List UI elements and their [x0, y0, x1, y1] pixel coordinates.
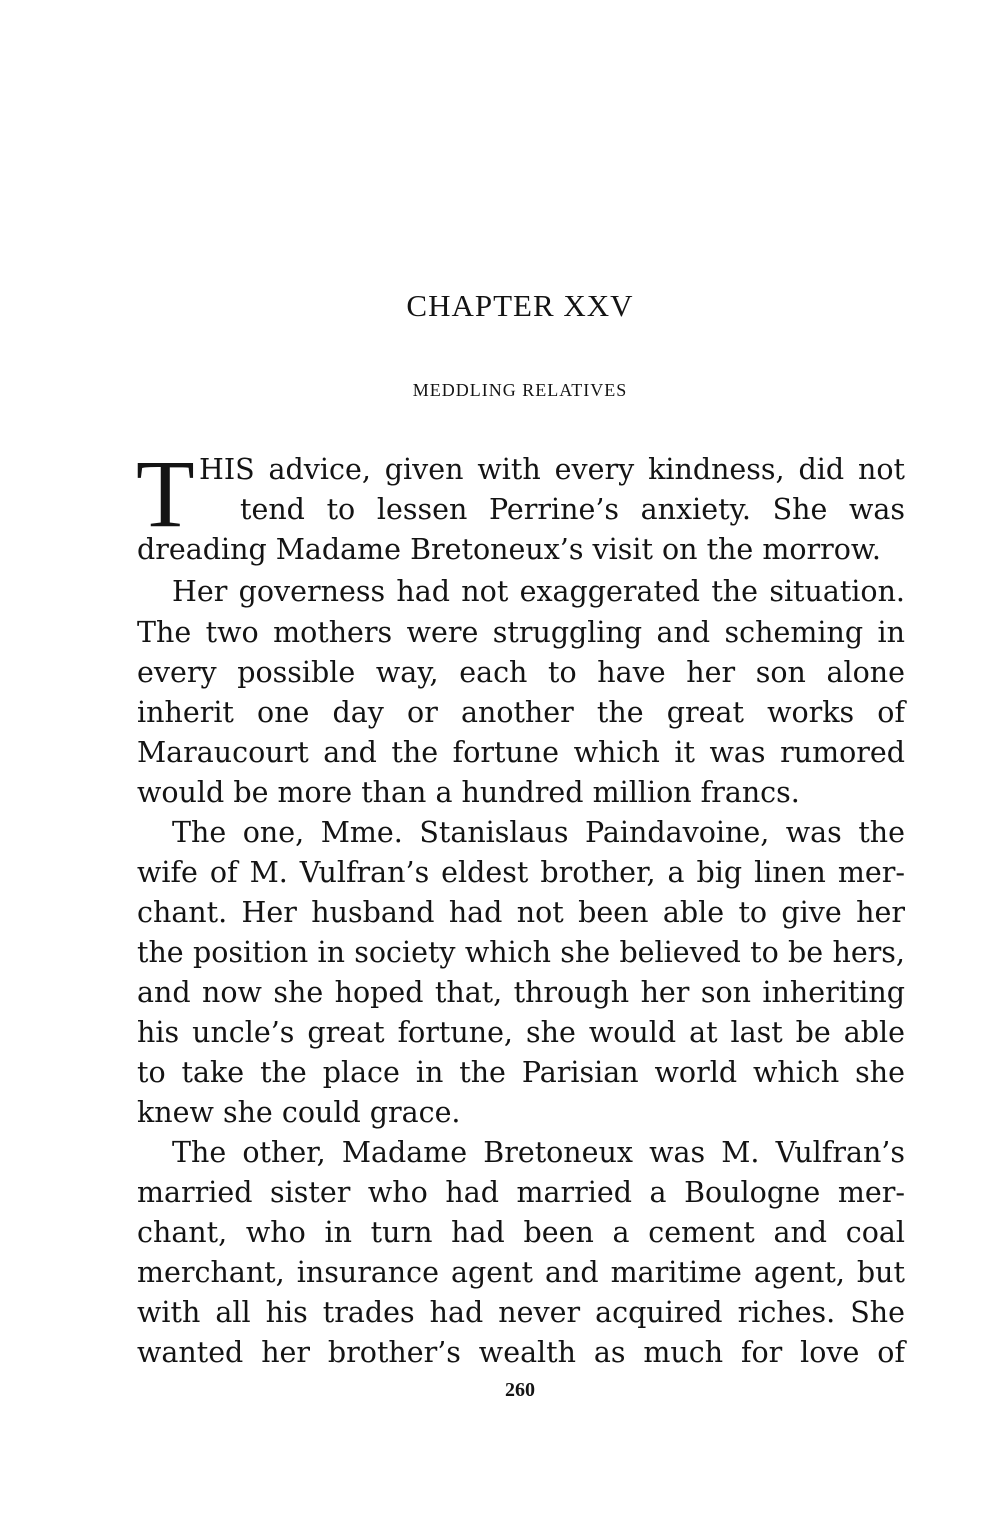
text-line: tend to lessen Perrine’s anxiety. She was: [240, 493, 905, 526]
drop-cap: T: [136, 440, 195, 547]
chapter-title: CHAPTER XXV: [406, 288, 634, 323]
text-line: Her governess had not exaggerated the situation.: [172, 575, 905, 608]
text-line: with all his trades had never acquired riches. She: [137, 1296, 905, 1329]
chapter-subtitle: MEDDLING RELATIVES: [412, 380, 628, 400]
text-line: The one, Mme. Stanislaus Paindavoine, was the: [172, 816, 905, 849]
text-line: wanted her brother’s wealth as much for love of: [137, 1336, 905, 1369]
text-line: Maraucourt and the fortune which it was rumored: [137, 736, 905, 769]
text-line: chant, who in turn had been a cement and coal: [137, 1216, 905, 1249]
text-line: HIS advice, given with every kindness, did not: [199, 453, 905, 486]
text-line: merchant, insurance agent and maritime agent, but: [137, 1256, 905, 1289]
text-line: The other, Madame Bretoneux was M. Vulfran’s: [172, 1136, 905, 1169]
text-line: chant. Her husband had not been able to give her: [137, 896, 905, 929]
text-line: dreading Madame Bretoneux’s visit on the morrow.: [137, 533, 881, 566]
text-line: to take the place in the Parisian world which she: [137, 1056, 905, 1089]
text-line: and now she hoped that, through her son inheriting: [137, 976, 905, 1009]
text-line: knew she could grace.: [137, 1096, 461, 1129]
text-line: wife of M. Vulfran’s eldest brother, a big linen mer-: [137, 856, 905, 889]
text-line: the position in society which she believed to be hers,: [137, 936, 905, 969]
text-line: married sister who had married a Boulogne mer-: [137, 1176, 905, 1209]
text-line: his uncle’s great fortune, she would at last be able: [137, 1016, 905, 1049]
text-line: every possible way, each to have her son alone: [137, 656, 905, 689]
text-line: The two mothers were struggling and scheming in: [137, 616, 905, 649]
page-number: 260: [505, 1379, 535, 1401]
text-line: inherit one day or another the great works of: [137, 696, 905, 729]
text-line: would be more than a hundred million francs.: [137, 776, 800, 809]
